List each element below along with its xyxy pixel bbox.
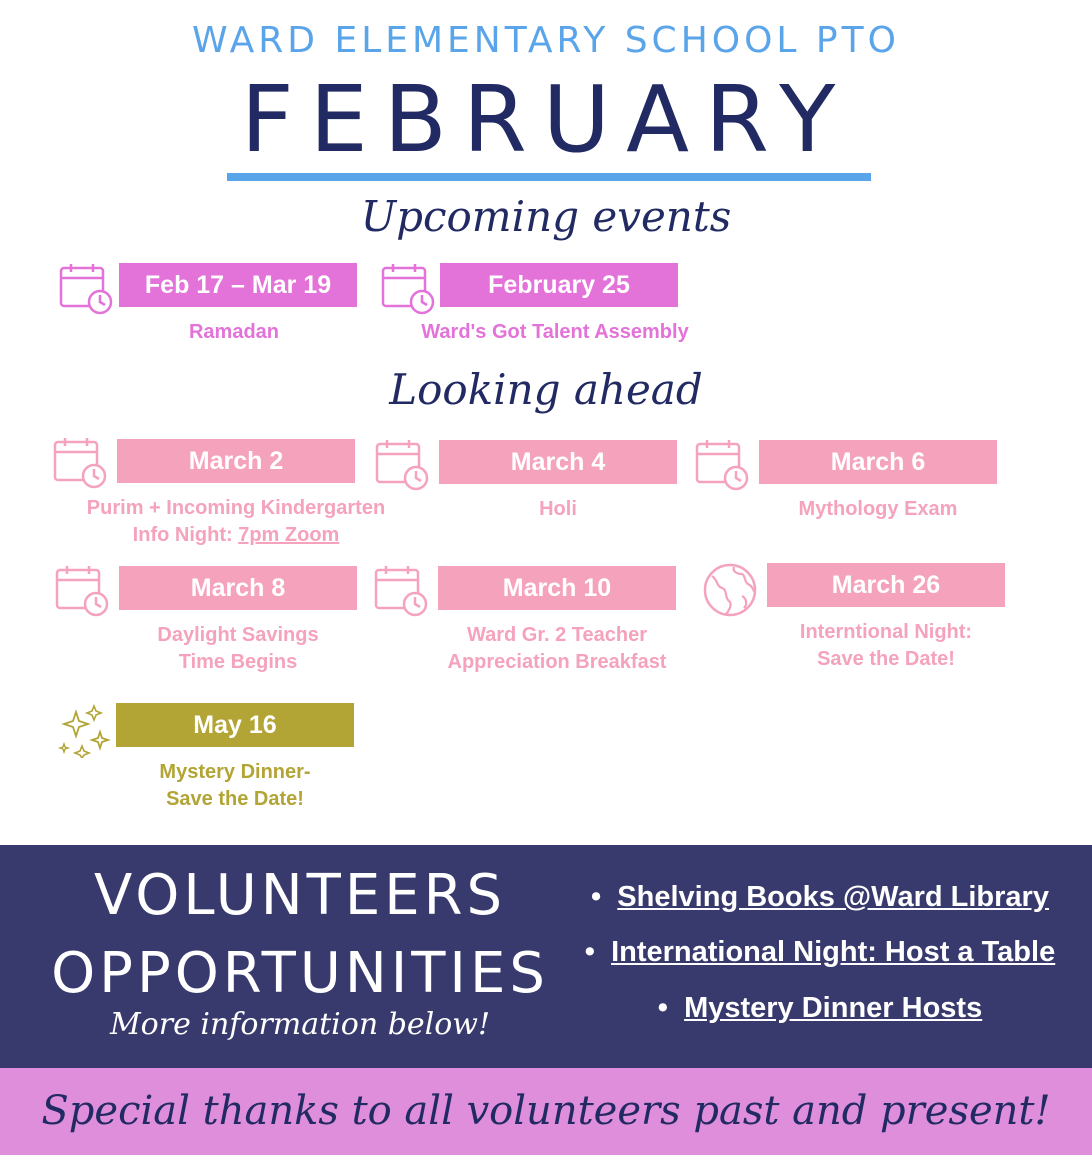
calendar-clock-icon bbox=[58, 262, 114, 318]
volunteer-link[interactable]: International Night: Host a Table bbox=[611, 936, 1056, 968]
event-date: May 16 bbox=[116, 703, 354, 747]
looking-ahead-heading: Looking ahead bbox=[389, 365, 703, 414]
calendar-clock-icon bbox=[52, 436, 108, 492]
month-title: FEBRUARY bbox=[240, 66, 852, 173]
event-description: Ward's Got Talent Assembly bbox=[421, 321, 689, 343]
upcoming-events-heading: Upcoming events bbox=[360, 192, 732, 241]
thanks-banner bbox=[0, 1068, 1092, 1155]
event-description bbox=[60, 495, 412, 549]
event-description bbox=[418, 622, 696, 676]
event-description: Ramadan bbox=[188, 321, 280, 343]
event-date: Feb 17 – Mar 19 bbox=[119, 263, 357, 307]
event-date: March 26 bbox=[767, 563, 1005, 607]
event-date: March 6 bbox=[759, 440, 997, 484]
organization-name: WARD ELEMENTARY SCHOOL PTO bbox=[192, 20, 900, 61]
event-description: Holi bbox=[539, 498, 577, 520]
event-description bbox=[100, 622, 376, 676]
volunteer-item: • Mystery Dinner Hosts bbox=[657, 992, 983, 1024]
volunteer-link[interactable]: Mystery Dinner Hosts bbox=[684, 992, 983, 1024]
event-description-line: Time Begins bbox=[178, 651, 298, 673]
calendar-clock-icon bbox=[374, 438, 430, 494]
event-description-line: Save the Date! bbox=[817, 648, 955, 670]
event-description: Mythology Exam bbox=[798, 498, 958, 520]
calendar-clock-icon bbox=[380, 262, 436, 318]
volunteer-item: • International Night: Host a Table bbox=[584, 936, 1056, 968]
event-description-line: Mystery Dinner- bbox=[159, 761, 311, 783]
volunteer-link[interactable]: Shelving Books @Ward Library bbox=[617, 881, 1049, 913]
volunteer-item: • Shelving Books @Ward Library bbox=[591, 881, 1049, 913]
event-description-line: Save the Date! bbox=[166, 788, 304, 810]
title-underline bbox=[227, 173, 871, 181]
globe-icon bbox=[702, 562, 758, 618]
calendar-clock-icon bbox=[54, 564, 110, 620]
event-date: March 2 bbox=[117, 439, 355, 483]
calendar-clock-icon bbox=[373, 564, 429, 620]
volunteers-subtitle: More information below! bbox=[109, 1007, 491, 1042]
event-date: March 10 bbox=[438, 566, 676, 610]
volunteers-title-line2: OPPORTUNITIES bbox=[51, 941, 549, 1006]
event-description bbox=[746, 619, 1026, 673]
event-description-line: Interntional Night: bbox=[799, 621, 973, 643]
event-description-line: Purim + Incoming Kindergarten bbox=[86, 497, 386, 519]
thanks-text: Special thanks to all volunteers past and present! bbox=[41, 1088, 1051, 1134]
event-date: March 4 bbox=[439, 440, 677, 484]
event-description-text: Info Night: bbox=[132, 524, 239, 546]
event-description-line: Daylight Savings bbox=[157, 624, 319, 646]
event-date: March 8 bbox=[119, 566, 357, 610]
sparkles-icon bbox=[56, 702, 112, 758]
zoom-link[interactable]: 7pm Zoom bbox=[238, 524, 340, 546]
event-date: February 25 bbox=[440, 263, 678, 307]
event-description bbox=[116, 759, 354, 813]
volunteers-section bbox=[0, 845, 1092, 1068]
event-description-line bbox=[60, 522, 412, 549]
event-description-line: Appreciation Breakfast bbox=[447, 651, 667, 673]
event-description-line: Ward Gr. 2 Teacher bbox=[466, 624, 648, 646]
calendar-clock-icon bbox=[694, 438, 750, 494]
volunteers-title-line1: VOLUNTEERS bbox=[93, 863, 507, 928]
